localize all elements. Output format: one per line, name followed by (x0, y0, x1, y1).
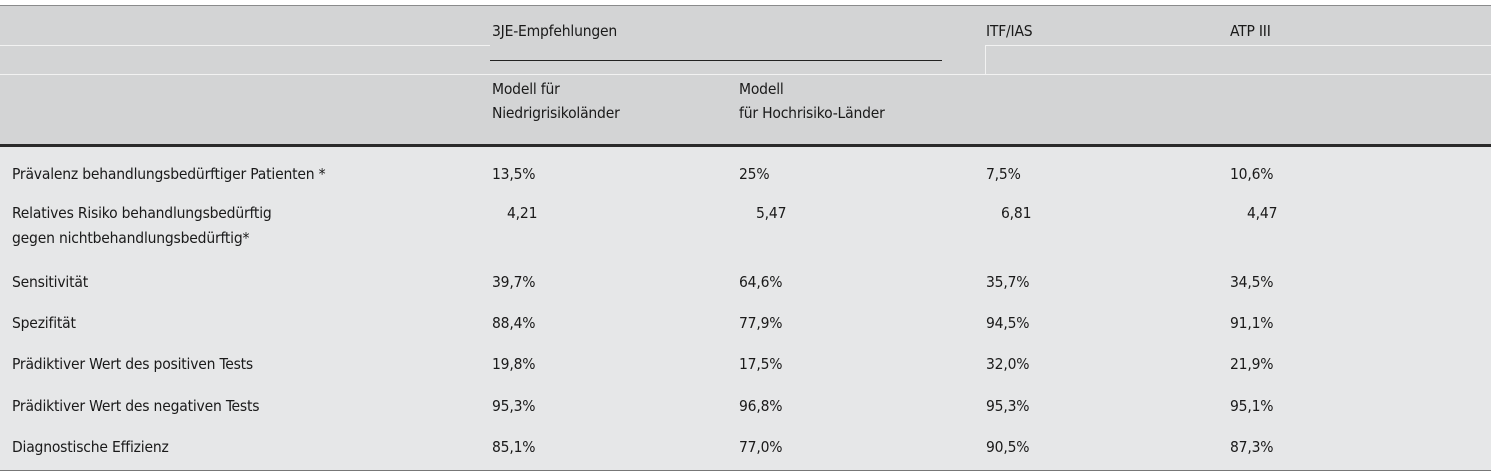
cell-low-risk: 19,8% (492, 355, 536, 373)
row-label: Spezifität (12, 314, 76, 332)
cell-itf-ias: 6,81 (1001, 204, 1032, 222)
row-label: Prädiktiver Wert des negativen Tests (12, 397, 260, 415)
cell-atp-iii: 21,9% (1230, 355, 1274, 373)
group-header-3je: 3JE-Empfehlungen (492, 22, 618, 40)
cell-itf-ias: 90,5% (986, 438, 1030, 456)
row-label: Relatives Risiko behandlungsbedürftig (12, 204, 272, 222)
cell-low-risk: 88,4% (492, 314, 536, 332)
table-bottom-rule (0, 470, 1491, 471)
header-divider-rule (0, 144, 1491, 147)
cell-high-risk: 77,9% (739, 314, 783, 332)
cell-high-risk: 25% (739, 165, 770, 183)
cell-high-risk: 96,8% (739, 397, 783, 415)
cell-high-risk: 5,47 (756, 204, 787, 222)
cell-atp-iii: 87,3% (1230, 438, 1274, 456)
row-label: Prädiktiver Wert des positiven Tests (12, 355, 253, 373)
header-grid-line (985, 46, 986, 74)
cell-low-risk: 95,3% (492, 397, 536, 415)
row-label: Prävalenz behandlungsbedürftiger Patienten * (12, 165, 326, 183)
subheader-low-risk-line2: Niedrigrisikoländer (492, 104, 620, 122)
cell-itf-ias: 95,3% (986, 397, 1030, 415)
cell-atp-iii: 10,6% (1230, 165, 1274, 183)
subheader-high-risk-line2: für Hochrisiko-Länder (739, 104, 885, 122)
cell-low-risk: 39,7% (492, 273, 536, 291)
cell-low-risk: 85,1% (492, 438, 536, 456)
cell-itf-ias: 35,7% (986, 273, 1030, 291)
column-header-atp-iii: ATP III (1230, 22, 1271, 40)
cell-atp-iii: 95,1% (1230, 397, 1274, 415)
cell-itf-ias: 94,5% (986, 314, 1030, 332)
group-header-underline (490, 60, 942, 61)
cell-low-risk: 13,5% (492, 165, 536, 183)
row-label: Diagnostische Effizienz (12, 438, 169, 456)
column-header-itf-ias: ITF/IAS (986, 22, 1033, 40)
row-label-continued: gegen nichtbehandlungsbedürftig* (12, 229, 250, 247)
cell-itf-ias: 7,5% (986, 165, 1021, 183)
cell-high-risk: 64,6% (739, 273, 783, 291)
subheader-high-risk-line1: Modell (739, 80, 784, 98)
cell-high-risk: 17,5% (739, 355, 783, 373)
cell-atp-iii: 34,5% (1230, 273, 1274, 291)
cell-atp-iii: 91,1% (1230, 314, 1274, 332)
cell-atp-iii: 4,47 (1247, 204, 1278, 222)
cell-itf-ias: 32,0% (986, 355, 1030, 373)
cell-low-risk: 4,21 (507, 204, 538, 222)
subheader-low-risk-line1: Modell für (492, 80, 560, 98)
cell-high-risk: 77,0% (739, 438, 783, 456)
header-grid-line (0, 74, 1491, 75)
row-label: Sensitivität (12, 273, 88, 291)
header-grid-line (985, 45, 1491, 46)
header-grid-line (0, 45, 490, 46)
table-body-background (0, 147, 1491, 471)
